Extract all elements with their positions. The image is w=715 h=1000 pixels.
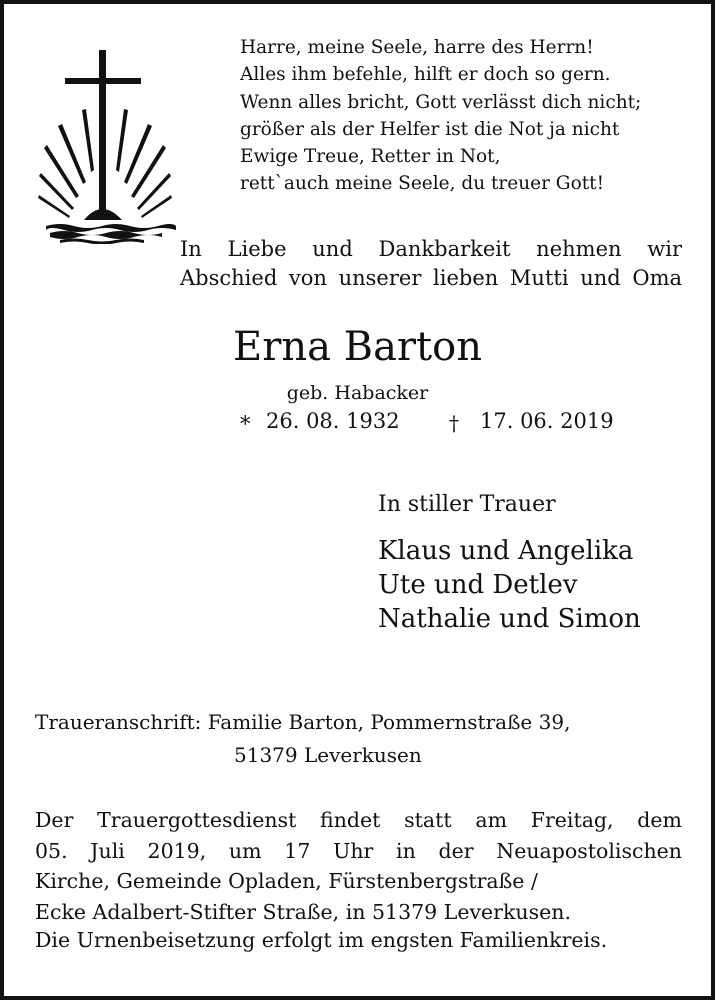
birth-symbol: * (240, 412, 251, 436)
verse-line: Alles ihm befehle, hilft er doch so gern. (240, 64, 611, 86)
death-date: 17. 06. 2019 (480, 409, 614, 433)
intro-line: In Liebe und Dankbarkeit nehmen wir (180, 237, 682, 261)
deceased-name: Erna Barton (233, 324, 482, 370)
mourning-label: In stiller Trauer (378, 492, 556, 517)
intro-line: Abschied von unserer lieben Mutti und Oma (180, 266, 682, 290)
verse-line: größer als der Helfer ist die Not ja nicht (240, 118, 620, 140)
urn-burial-note: Die Urnenbeisetzung erfolgt im engsten Familienkreis. (35, 928, 608, 952)
cross-sunrise-water-icon (36, 48, 182, 244)
verse-line: Wenn alles bricht, Gott verlässt dich nicht; (240, 91, 642, 113)
mourner-name: Klaus und Angelika (378, 536, 634, 566)
mourning-address: Traueranschrift: Familie Barton, Pommernstraße 39, (35, 710, 571, 734)
mourner-name: Nathalie und Simon (378, 604, 641, 634)
mourner-list (378, 534, 641, 636)
birth-date: 26. 08. 1932 (266, 409, 400, 433)
farewell-intro (180, 235, 682, 293)
service-line: Der Trauergottesdienst findet statt am Freitag, dem (35, 808, 682, 832)
mourner-name: Ute und Detlev (378, 570, 578, 600)
verse-line: Harre, meine Seele, harre des Herrn! (240, 37, 594, 58)
bible-verse (240, 34, 641, 198)
mourning-address-city: 51379 Leverkusen (234, 743, 422, 767)
service-announcement (35, 805, 682, 927)
death-symbol: † (449, 411, 459, 435)
service-line: Kirche, Gemeinde Opladen, Fürstenbergstraße / (35, 869, 538, 893)
service-line: Ecke Adalbert-Stifter Straße, in 51379 Leverkusen. (35, 899, 571, 924)
birth-name: geb. Habacker (286, 382, 429, 404)
verse-line: rett`auch meine Seele, du treuer Gott! (240, 173, 605, 195)
verse-line: Ewige Treue, Retter in Not, (240, 146, 501, 168)
service-line: 05. Juli 2019, um 17 Uhr in der Neuapostolischen (35, 838, 682, 863)
